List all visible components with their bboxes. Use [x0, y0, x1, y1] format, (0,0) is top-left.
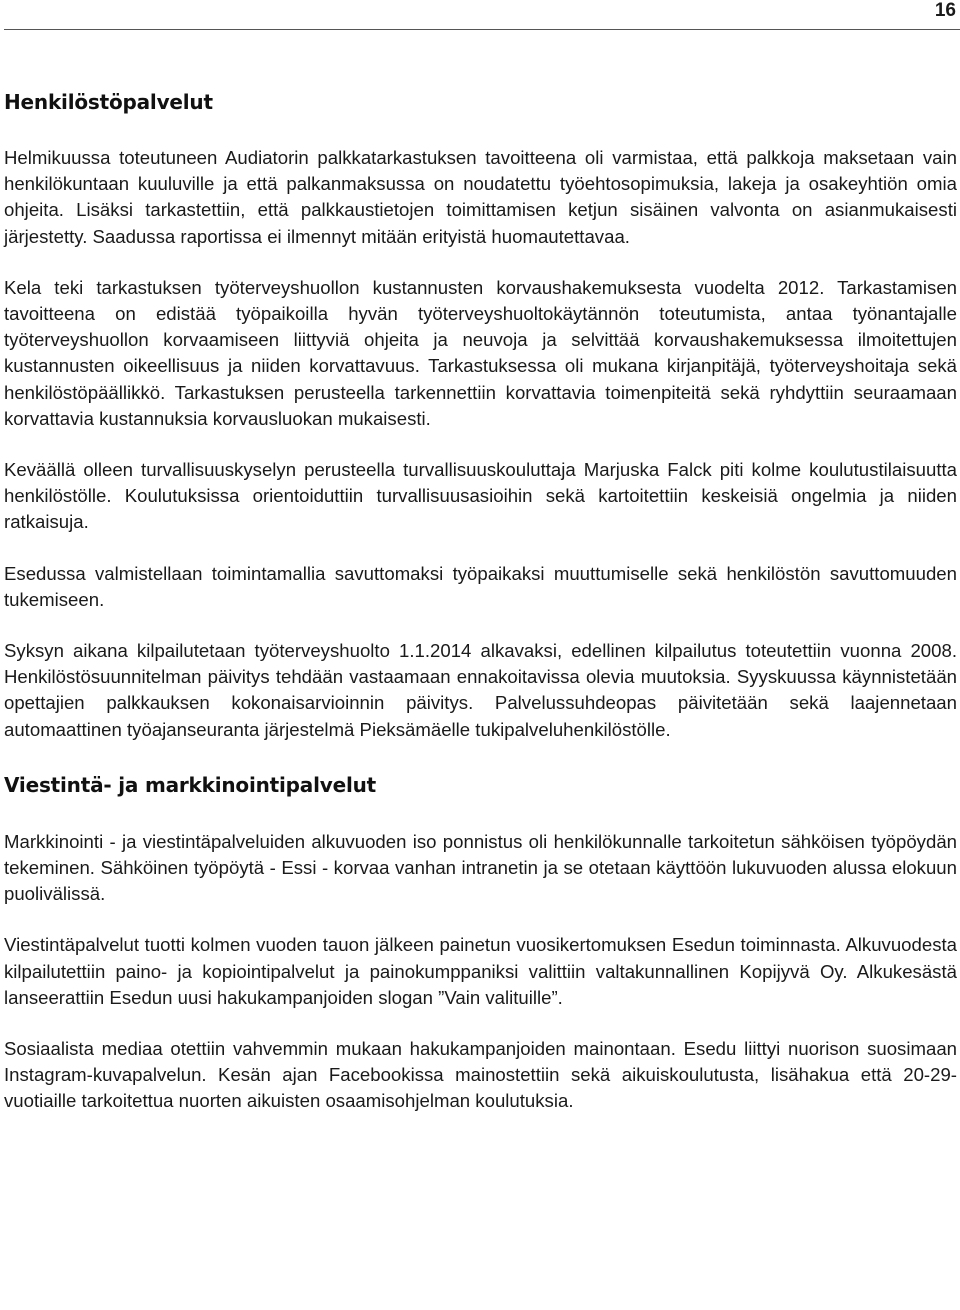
paragraph: Markkinointi - ja viestintäpalveluiden alkuvuoden iso ponnistus oli henkilökunnalle tarkoitetun sähköisen työpöydän tekeminen. Sähköinen työpöytä - Essi - korvaa vanhan intranetin ja se otetaan käyttöön lukuvuoden alussa elokuun puolivälissä. — [4, 830, 957, 905]
paragraph: Syksyn aikana kilpailutetaan työterveyshuolto 1.1.2014 alkavaksi, edellinen kilpailutus toteutettiin vuonna 2008. Henkilöstösuunnitelman päivitys tehdään vastaamaan ennakoitavissa olevia muutoksia. Syyskuussa käynnistetään opettajien palkkauksen kokonaisarvioinnin päivitys. Palvelussuhdeopas päivitetään sekä laajennetaan automaattinen työajanseuranta järjestelmä Pieksämäelle tukipalveluhenkilöstölle. — [4, 640, 957, 740]
page-content — [4, 88, 957, 1115]
paragraph: Esedussa valmistellaan toimintamallia savuttomaksi työpaikaksi muuttumiselle sekä henkilöstön savuttomuuden tukemiseen. — [4, 562, 957, 610]
paragraph: Keväällä olleen turvallisuuskyselyn perusteella turvallisuuskouluttaja Marjuska Falck piti kolme koulutustilaisuutta henkilöstölle. Koulutuksissa orientoiduttiin turvallisuusasioihin sekä kartoitettiin keskeisiä ongelmia ja niiden ratkaisuja. — [4, 459, 957, 533]
header-rule — [4, 29, 960, 30]
paragraph: Sosiaalista mediaa otettiin vahvemmin mukaan hakukampanjoiden mainontaan. Esedu liittyi nuorison suosimaan Instagram-kuvapalvelun. Kesän ajan Facebookissa mainostettiin sekä aikuiskoulutusta, lisähakua että 20-29-vuotiaille tarkoitettua nuorten aikuisten osaamisohjelman koulutuksia. — [4, 1038, 957, 1112]
paragraph: Kela teki tarkastuksen työterveyshuollon kustannusten korvaushakemuksesta vuodelta 2012. Tarkastamisen tavoitteena on edistää työpaikoilla hyvän työterveyshuoltokäytännön toteutumista, antaa työnantajalle työterveyshuollon korvaamiseen liittyviä ohjeita ja neuvoja ja selvittää korvaushakemuksessa ilmoitettujen kustannusten oikeellisuus ja niiden korvattavuus. Tarkastuksessa oli mukana kirjanpitäjä, työterveyshoitaja sekä henkilöstöpäällikkö. Tarkastuksen perusteella tarkennettiin korvattavia toimenpiteitä sekä ryhdyttiin seuraamaan korvattavia kustannuksia korvausluokan mukaisesti. — [4, 276, 957, 429]
paragraph: Viestintäpalvelut tuotti kolmen vuoden tauon jälkeen painetun vuosikertomuksen Esedun toiminnasta. Alkuvuodesta kilpailutettiin paino- ja kopiointipalvelut ja painokumppaniksi valittiin valtakunnallinen Kopijyvä Oy. Alkukesästä lanseerattiin Esedun uusi hakukampanjoiden slogan ”Vain valituille”. — [4, 934, 957, 1008]
paragraph: Helmikuussa toteutuneen Audiatorin palkkatarkastuksen tavoitteena oli varmistaa, että palkkoja maksetaan vain henkilökuntaan kuuluville ja että palkanmaksussa on noudatettu työehtosopimuksia, lakeja ja osakeyhtiön omia ohjeita. Lisäksi tarkastettiin, että palkkaustietojen toimittamisen ketjun sisäinen valvonta on asianmukaisesti järjestetty. Saadussa raportissa ei ilmennyt mitään erityistä huomautettavaa. — [4, 147, 957, 247]
page-number: 16 — [934, 0, 956, 21]
section-heading-henkilostopalvelut: Henkilöstöpalvelut — [4, 90, 213, 114]
section-heading-viestinta: Viestintä- ja markkinointipalvelut — [4, 772, 377, 797]
